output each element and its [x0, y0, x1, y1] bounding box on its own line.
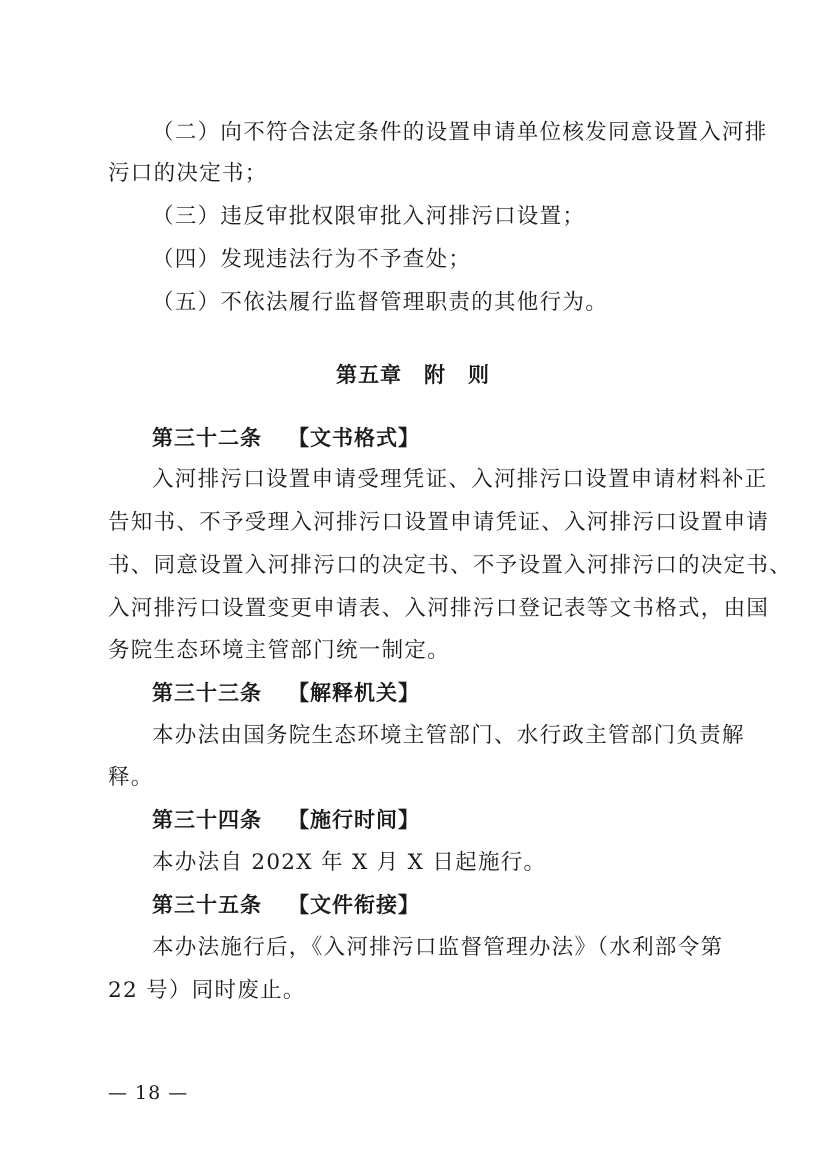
article-number: 第三十二条: [152, 426, 262, 450]
article-35-line-2: 22 号）同时废止。: [108, 978, 306, 1003]
item-2-line-2: 污口的决定书；: [108, 161, 268, 186]
page-number: — 18 —: [108, 1082, 189, 1104]
item-4: （四）发现违法行为不予查处；: [152, 247, 472, 272]
item-3: （三）违反审批权限审批入河排污口设置；: [152, 204, 586, 229]
chapter-title: 第五章 附 则: [336, 363, 490, 387]
article-33-line-1: 本办法由国务院生态环境主管部门、水行政主管部门负责解: [152, 723, 745, 748]
article-33-heading: [152, 676, 720, 710]
article-32-heading: [152, 421, 720, 455]
article-34-heading: [152, 803, 720, 837]
article-35-heading: [152, 888, 720, 922]
article-number: 第三十五条: [152, 893, 262, 917]
article-title: 【文书格式】: [288, 426, 420, 450]
article-32-line-3: 书、同意设置入河排污口的决定书、不予设置入河排污口的决定书、: [108, 553, 793, 578]
article-34-line-1: 本办法自 202X 年 X 月 X 日起施行。: [152, 850, 547, 875]
article-32-line-4: 入河排污口设置变更申请表、入河排污口登记表等文书格式，由国: [108, 596, 770, 621]
article-title: 【解释机关】: [288, 681, 420, 705]
article-number: 第三十三条: [152, 681, 262, 705]
article-32-line-5: 务院生态环境主管部门统一制定。: [108, 638, 451, 663]
article-32-line-2: 告知书、不予受理入河排污口设置申请凭证、入河排污口设置申请: [108, 510, 770, 535]
article-33-line-2: 释。: [108, 765, 154, 790]
article-title: 【文件衔接】: [288, 893, 420, 917]
item-5: （五）不依法履行监督管理职责的其他行为。: [152, 290, 609, 315]
article-number: 第三十四条: [152, 808, 262, 832]
article-32-line-1: 入河排污口设置申请受理凭证、入河排污口设置申请材料补正: [152, 467, 768, 492]
article-35-line-1: 本办法施行后，《入河排污口监督管理办法》（水利部令第: [152, 935, 724, 960]
item-2-line-1: （二）向不符合法定条件的设置申请单位核发同意设置入河排: [152, 120, 768, 145]
article-title: 【施行时间】: [288, 808, 420, 832]
